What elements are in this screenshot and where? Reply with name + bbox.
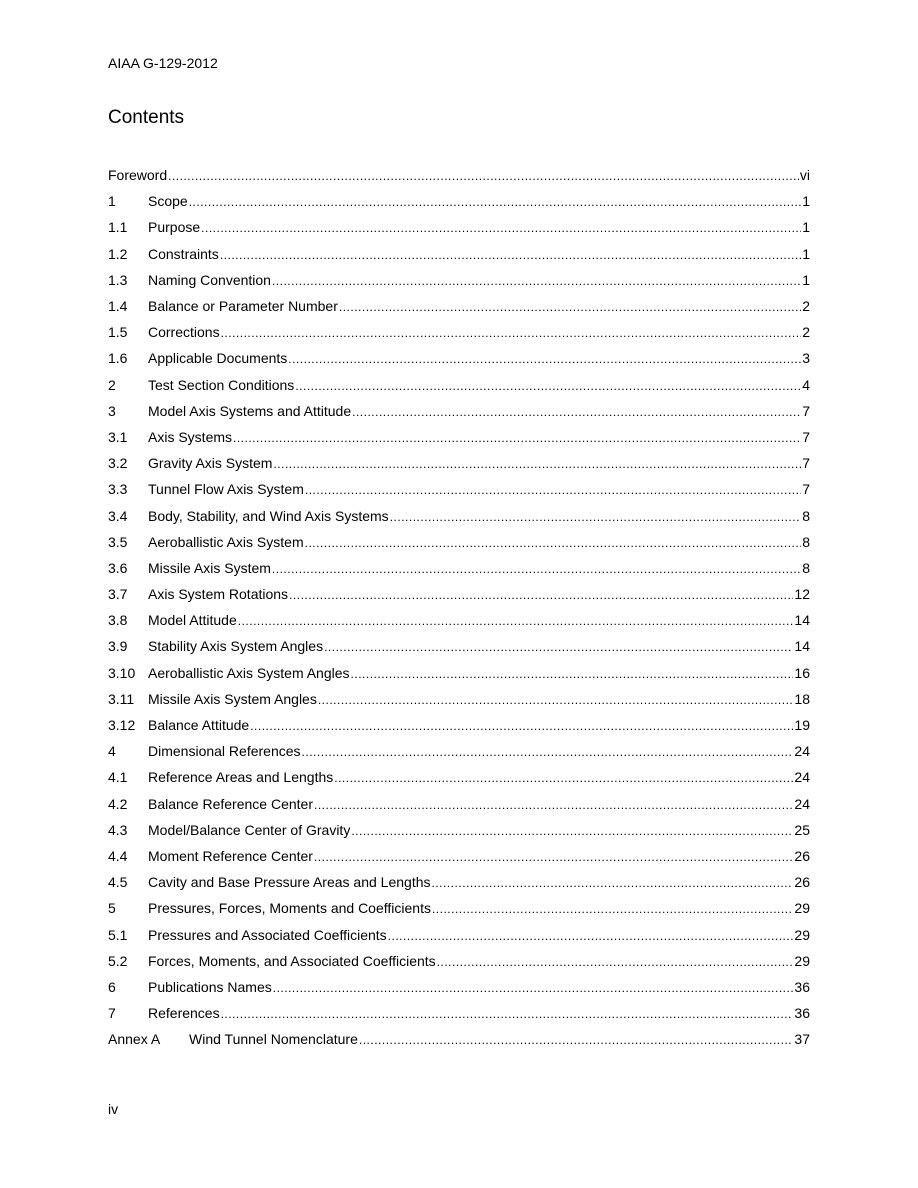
toc-entry-title[interactable]: Cavity and Base Pressure Areas and Lengths [148,874,431,891]
toc-entry-title[interactable]: Model Axis Systems and Attitude [148,402,352,419]
toc-entry-number: 1.1 [108,219,128,236]
toc-entry-page[interactable]: 16 [794,664,810,681]
toc-entry[interactable] [108,869,810,895]
toc-entry-title[interactable]: Test Section Conditions [148,376,295,393]
toc-entry-page[interactable]: 26 [794,847,810,864]
toc-entry-page[interactable]: 19 [794,717,810,734]
toc-entry-title[interactable]: Constraints [148,245,219,262]
toc-dot-leader [334,771,793,785]
toc-dot-leader [305,483,801,497]
document-id-header: AIAA G-129-2012 [108,55,218,71]
toc-entry-title[interactable]: Pressures, Forces, Moments and Coefficients [148,900,431,917]
toc-entry-number: 3.2 [108,455,128,472]
toc-entry-page[interactable]: 7 [802,455,810,472]
toc-entry-page[interactable]: 18 [794,690,810,707]
toc-entry-page[interactable]: 7 [802,428,810,445]
toc-entry-number: 3.12 [108,717,136,734]
toc-entry[interactable] [108,267,810,293]
toc-entry[interactable] [108,791,810,817]
toc-entry[interactable] [108,450,810,476]
toc-dot-leader [238,614,794,628]
toc-entry-number: 1.2 [108,245,128,262]
toc-entry[interactable] [108,686,810,712]
toc-dot-leader [437,955,794,969]
toc-entry-number: 1.6 [108,350,128,367]
toc-entry-title[interactable]: Stability Axis System Angles [148,638,324,655]
toc-entry-number: 3.3 [108,481,128,498]
toc-entry-number: 4.3 [108,821,128,838]
toc-entry-number: 3.6 [108,559,128,576]
toc-entry-title[interactable]: Applicable Documents [148,350,288,367]
toc-entry-number: 4 [108,743,116,760]
toc-entry[interactable] [108,1026,810,1052]
toc-entry-page[interactable]: 7 [802,481,810,498]
toc-entry-page[interactable]: 26 [794,874,810,891]
toc-entry-number: Annex A [108,1031,161,1048]
toc-dot-leader [273,981,794,995]
toc-entry-title[interactable]: Balance Attitude [148,717,250,734]
toc-entry-number: 1.4 [108,298,128,315]
toc-dot-leader [295,379,801,393]
toc-entry-number: 3.7 [108,586,128,603]
toc-entry-page[interactable]: 4 [802,376,810,393]
toc-entry-title[interactable]: Publications Names [148,978,272,995]
toc-entry[interactable] [108,372,810,398]
toc-entry[interactable] [108,214,810,240]
toc-entry-page[interactable]: 24 [794,769,810,786]
toc-entry-number: 3.5 [108,533,128,550]
toc-entry-number: 3.1 [108,428,128,445]
toc-entry-number: 4.2 [108,795,128,812]
toc-entry[interactable] [108,345,810,371]
toc-entry-title[interactable]: Axis System Rotations [148,586,289,603]
toc-entry-page[interactable]: 29 [794,926,810,943]
toc-dot-leader [189,195,802,209]
toc-dot-leader [221,1007,794,1021]
toc-entry-page[interactable]: 7 [802,402,810,419]
toc-entry-title[interactable]: Scope [148,193,188,210]
toc-dot-leader [324,640,793,654]
table-of-contents [108,162,810,1052]
toc-dot-leader [432,876,794,890]
toc-entry[interactable] [108,241,810,267]
toc-entry-title[interactable]: Corrections [148,324,220,341]
toc-entry-page[interactable]: 8 [802,533,810,550]
toc-entry[interactable] [108,843,810,869]
toc-entry-title[interactable]: Reference Areas and Lengths [148,769,334,786]
toc-entry-page[interactable]: 1 [802,245,810,262]
toc-entry-page[interactable]: 29 [794,900,810,917]
toc-entry-title[interactable]: Missile Axis System Angles [148,690,317,707]
toc-entry-title[interactable]: Balance or Parameter Number [148,298,338,315]
toc-entry-number: 5 [108,900,116,917]
toc-dot-leader [221,326,802,340]
toc-entry-page[interactable]: 24 [794,743,810,760]
toc-entry[interactable] [108,319,810,345]
toc-entry-number: 4.1 [108,769,128,786]
toc-entry[interactable] [108,476,810,502]
toc-entry-page[interactable]: 25 [794,821,810,838]
toc-entry-page[interactable]: 2 [802,298,810,315]
toc-entry-number: 4.4 [108,847,128,864]
toc-entry-page[interactable]: 36 [794,978,810,995]
toc-entry[interactable] [108,738,810,764]
toc-entry[interactable] [108,660,810,686]
toc-entry-page[interactable]: vi [799,167,810,184]
toc-entry[interactable] [108,424,810,450]
toc-entry-title[interactable]: Naming Convention [148,271,271,288]
toc-entry-title[interactable]: Body, Stability, and Wind Axis Systems [148,507,389,524]
toc-entry-number: 1.3 [108,271,128,288]
toc-entry-page[interactable]: 1 [802,193,810,210]
toc-entry-page[interactable]: 2 [802,324,810,341]
toc-entry[interactable] [108,162,810,188]
toc-entry-title[interactable]: References [148,1005,220,1022]
toc-entry-title[interactable]: Dimensional References [148,743,301,760]
toc-entry[interactable] [108,764,810,790]
toc-entry[interactable] [108,293,810,319]
toc-entry-title[interactable]: Missile Axis System [148,559,271,576]
toc-entry-title[interactable]: Foreword [108,167,168,184]
toc-entry-title[interactable]: Forces, Moments, and Associated Coefficients [148,952,436,969]
contents-title: Contents [108,107,185,128]
toc-dot-leader [339,300,801,314]
toc-entry-title[interactable]: Wind Tunnel Nomenclature [189,1031,358,1048]
toc-entry-title[interactable]: Model/Balance Center of Gravity [148,821,351,838]
toc-entry[interactable] [108,895,810,921]
toc-entry[interactable] [108,529,810,555]
toc-entry[interactable] [108,948,810,974]
toc-entry-title[interactable]: Axis Systems [148,428,233,445]
toc-dot-leader [351,667,794,681]
toc-entry-number: 2 [108,376,116,393]
toc-entry-number: 6 [108,978,116,995]
toc-entry-page[interactable]: 29 [794,952,810,969]
toc-entry[interactable] [108,555,810,581]
toc-entry[interactable] [108,974,810,1000]
toc-entry-title[interactable]: Model Attitude [148,612,237,629]
toc-entry[interactable] [108,502,810,528]
toc-dot-leader [168,169,799,183]
toc-entry-page[interactable]: 8 [802,507,810,524]
toc-entry-number: 5.1 [108,926,128,943]
toc-entry-number: 1.5 [108,324,128,341]
toc-entry-title[interactable]: Tunnel Flow Axis System [148,481,304,498]
toc-dot-leader [318,693,794,707]
toc-dot-leader [273,457,801,471]
toc-entry-title[interactable]: Aeroballistic Axis System Angles [148,664,350,681]
toc-entry-number: 3 [108,402,116,419]
toc-dot-leader [305,536,802,550]
toc-entry-page[interactable]: 37 [794,1031,810,1048]
toc-entry-title[interactable]: Pressures and Associated Coefficients [148,926,387,943]
toc-entry-page[interactable]: 14 [794,612,810,629]
toc-entry[interactable] [108,921,810,947]
toc-dot-leader [272,274,801,288]
toc-dot-leader [359,1033,794,1047]
toc-dot-leader [289,588,793,602]
toc-entry-page[interactable]: 14 [794,638,810,655]
toc-dot-leader [390,510,802,524]
toc-entry-number: 7 [108,1005,116,1022]
toc-dot-leader [272,562,801,576]
toc-dot-leader [201,221,801,235]
toc-entry-number: 3.8 [108,612,128,629]
toc-entry-page[interactable]: 12 [794,586,810,603]
toc-dot-leader [352,405,801,419]
toc-entry-number: 3.10 [108,664,136,681]
toc-dot-leader [314,850,793,864]
toc-entry[interactable] [108,712,810,738]
toc-entry-page[interactable]: 24 [794,795,810,812]
toc-entry[interactable] [108,633,810,659]
toc-entry-number: 3.11 [108,690,135,707]
toc-entry-title[interactable]: Moment Reference Center [148,847,313,864]
toc-entry[interactable] [108,817,810,843]
page-number: iv [108,1101,119,1117]
toc-dot-leader [432,902,793,916]
toc-entry-number: 3.9 [108,638,128,655]
toc-dot-leader [314,798,793,812]
toc-entry-number: 3.4 [108,507,128,524]
toc-entry-title[interactable]: Balance Reference Center [148,795,313,812]
toc-entry[interactable] [108,1000,810,1026]
toc-entry-title[interactable]: Aeroballistic Axis System [148,533,304,550]
toc-entry-page[interactable]: 1 [802,219,810,236]
toc-entry[interactable] [108,607,810,633]
toc-entry[interactable] [108,581,810,607]
toc-entry[interactable] [108,398,810,424]
toc-entry-number: 5.2 [108,952,128,969]
toc-dot-leader [288,352,801,366]
toc-entry-number: 1 [108,193,116,210]
toc-dot-leader [250,719,793,733]
toc-entry[interactable] [108,188,810,214]
toc-dot-leader [351,824,793,838]
toc-entry-page[interactable]: 1 [802,271,810,288]
toc-dot-leader [388,929,794,943]
toc-dot-leader [220,248,801,262]
toc-entry-number: 4.5 [108,874,128,891]
toc-entry-page[interactable]: 8 [802,559,810,576]
toc-entry-title[interactable]: Purpose [148,219,201,236]
toc-entry-page[interactable]: 36 [794,1005,810,1022]
toc-entry-page[interactable]: 3 [802,350,810,367]
toc-dot-leader [233,431,801,445]
toc-dot-leader [302,745,794,759]
toc-entry-title[interactable]: Gravity Axis System [148,455,273,472]
